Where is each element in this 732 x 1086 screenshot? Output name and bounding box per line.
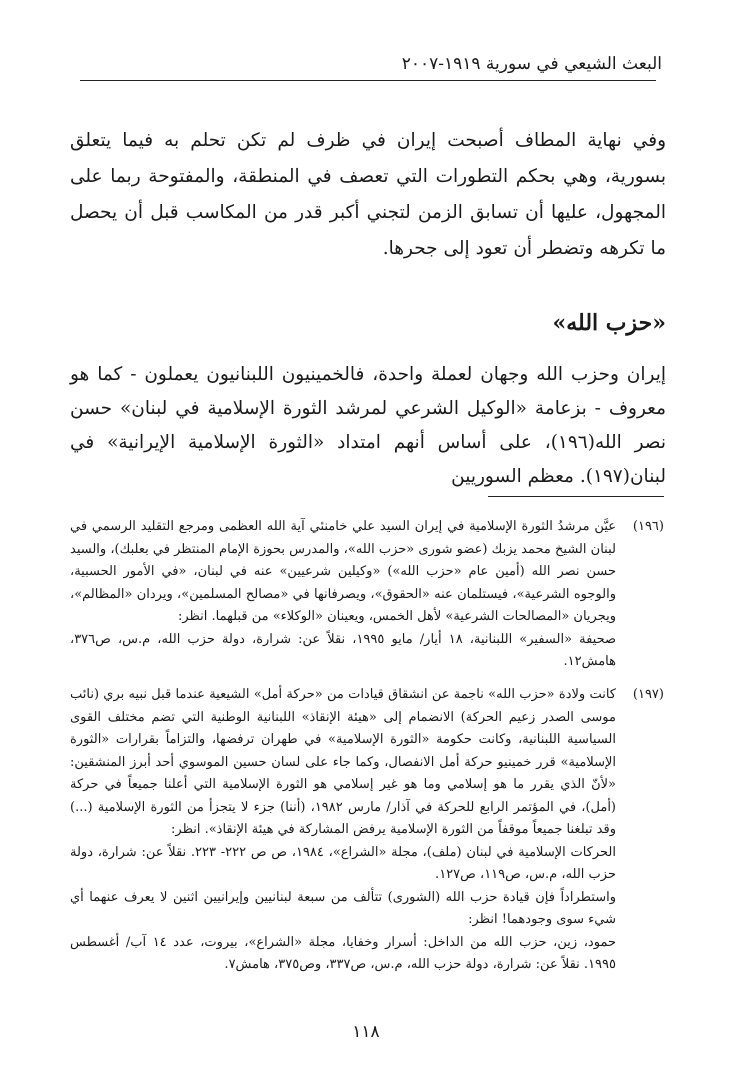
footnote-paragraph: كانت ولادة «حزب الله» ناجمة عن انشقاق قيادات من «حركة أمل» الشيعية عندما قبل نبيه بري (نائب موسى الصدر زعيم الحركة) الانضمام إلى «هيئة الإنقاذ» اللبنانية الوطنية التي تضم مختلف القوى السياسية اللبنانية، وكانت حكومة «الثورة الإسلامية» في طهران ترفضها، والتزاماً بقرارات «الثورة الإسلامية» قرر خمينيو حركة أمل الانفصال، وكما جاء على لسان حسين الموسوي أحد أبرز المنشقين: «لأنّ الذي يقرر ما هو إسلامي وما هو غير إسلامي هو الثورة الإسلامية التي أعلنا جميعاً في حركة (أمل)، في المؤتمر الرابع للحركة في آذار/ مارس ١٩٨٢، (أننا) جزء لا يتجزأ من الثورة الإسلامية (...) وقد تبلغنا جميعاً موقفاً من الثورة الإسلامية يرفض المشاركة في هيئة الإنقاذ». انظر: [70,687,617,837]
body-paragraph-2: إيران وحزب الله وجهان لعملة واحدة، فالخمينيون اللبنانيون يعملون - كما هو معروف - بزعامة «الوكيل الشرعي لمرشد الثورة الإسلامية في لبنان» حسن نصر الله(١٩٦)، على أساس أنهم امتداد «الثورة الإسلامية الإيرانية» في لبنان(١٩٧). معظم السوريين [70,364,666,487]
footnote-197 [70,684,664,977]
running-header [78,52,662,76]
footnote-citation: حمود، زين، حزب الله من الداخل: أسرار وخفايا، مجلة «الشراع»، بيروت، عدد ١٤ آب/ أغسطس ١٩٩٥. نقلاً عن: شرارة، دولة حزب الله، م.س، ص٣٣٧، وص٣٧٥، هامش٧. [70,934,616,972]
footnote-citation: الحركات الإسلامية في لبنان (ملف)، مجلة «الشراع»، ١٩٨٤، ص ص ٢٢٢- ٢٢٣. نقلاً عن: شرارة، دولة حزب الله، م.س، ص١١٩، ص١٢٧. [70,844,617,882]
footnote-number: (١٩٦) [632,519,664,534]
footnote-text [70,684,616,977]
body-paragraph-1: وفي نهاية المطاف أصبحت إيران في ظرف لم تكن تحلم به فيما يتعلق بسورية، وهي بحكم التطورات التي تعصف في المنطقة، والمفتوحة ربما على المجهول، عليها أن تسابق الزمن لتجني أكبر قدر من المكاسب قبل أن يحصل ما تكرهه وتضطر أن تعود إلى جحرها. [70,130,666,259]
header-rule [80,80,656,81]
footnote-text [70,516,616,674]
page-number: ١١٨ [352,1022,380,1042]
footnote-paragraph: واستطراداً فإن قيادة حزب الله (الشورى) تتألف من سبعة لبنانيين وإيرانيين اثنين لا يعرف عنهما أي شيء سوى وجودهما! انظر: [70,889,616,927]
footnote-separator [488,496,664,497]
footnote-196 [70,516,664,674]
running-title: البعث الشيعي في سورية ١٩١٩-٢٠٠٧ [401,54,662,74]
footnote-paragraph: عيَّن مرشدُ الثورة الإسلامية في إيران السيد علي خامنئي آية الله العظمى ومرجع التقليد الرسمي في لبنان الشيخ محمد يزبك (عضو شورى «حزب الله»، والمدرس بحوزة الإمام المنتظر في بعلبك)، والسيد حسن نصر الله (أمين عام «حزب الله») «وكيلين شرعيين» عنه في لبنان، «في الأمور الحسبية، والوجوه الشرعية»، فيستلمان عنه «الحقوق»، ويصرفانها في «مصالح المسلمين»، ويردان «المظالم»، ويجريان «المصالحات الشرعية» لأهل الخمس، ويعينان «الوكلاء» من قبلهما. انظر: [70,519,616,624]
footnote-number: (١٩٧) [632,687,664,702]
section-heading: «حزب الله» [552,310,666,336]
footnote-citation: صحيفة «السفير» اللبنانية، ١٨ أيار/ مايو ١٩٩٥، نقلاً عن: شرارة، دولة حزب الله، م.س، ص٣٧٦، هامش١٢. [70,631,617,669]
